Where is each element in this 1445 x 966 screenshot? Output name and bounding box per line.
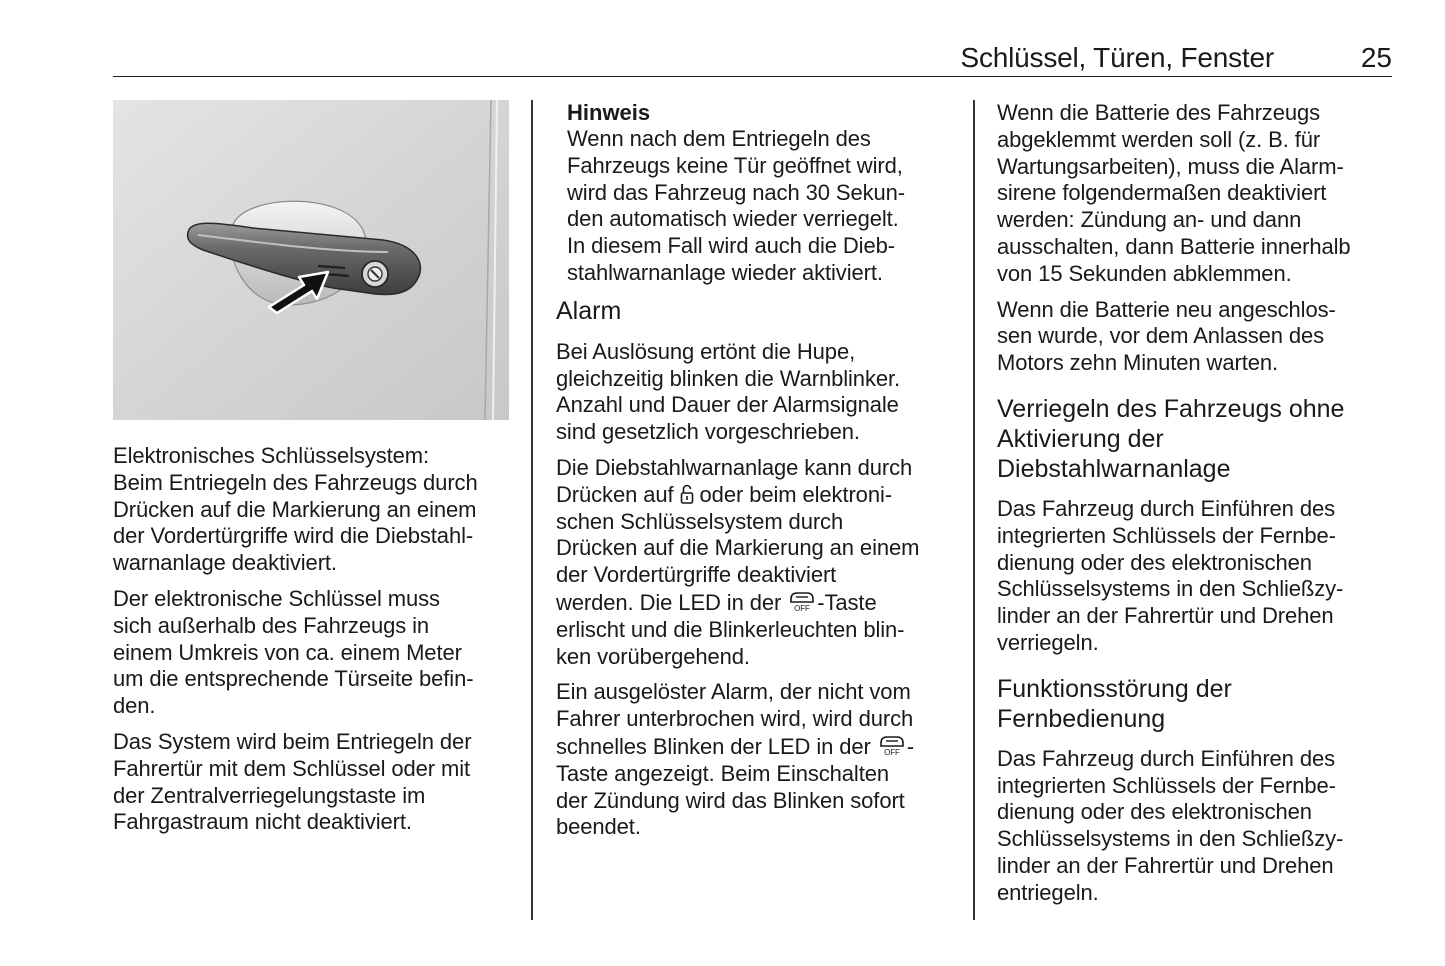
text-line: schnelles Blinken der LED in der bbox=[556, 733, 877, 759]
text-line: Fahrgastraum nicht deaktiviert. bbox=[113, 809, 412, 835]
text-line: Diebstahlwarnanlage bbox=[997, 454, 1231, 483]
text-line: Schlüsselsystems in den Schließzy- bbox=[997, 826, 1344, 852]
text-line: verriegeln. bbox=[997, 629, 1099, 655]
text-line: Das System wird beim Entriegeln der bbox=[113, 728, 472, 754]
door-handle-illustration bbox=[113, 100, 509, 420]
text-line: Drücken auf die Markierung an einem bbox=[113, 496, 477, 522]
text-line: Bei Auslösung ertönt die Hupe, bbox=[556, 338, 856, 364]
column-middle bbox=[556, 100, 954, 850]
text-line: In diesem Fall wird auch die Dieb- bbox=[567, 233, 895, 259]
text-line: Wartungsarbeiten), muss die Alarm- bbox=[997, 153, 1344, 179]
alarm-off-icon bbox=[877, 733, 907, 757]
text-line: entriegeln. bbox=[997, 879, 1099, 905]
text-line: Aktivierung der bbox=[997, 424, 1164, 453]
column-left bbox=[113, 100, 513, 845]
text-line: oder beim elektroni- bbox=[693, 481, 892, 507]
text-line: Elektronisches Schlüsselsystem: bbox=[113, 443, 430, 468]
text-line: Wenn die Batterie neu angeschlos- bbox=[997, 296, 1336, 322]
text-line: Der elektronische Schlüssel muss bbox=[113, 585, 440, 611]
column-divider bbox=[973, 100, 975, 920]
text-line: Das Fahrzeug durch Einführen des bbox=[997, 745, 1335, 771]
text-line: der Zentralverriegelungstaste im bbox=[113, 782, 426, 808]
text-line: Beim Entriegeln des Fahrzeugs durch bbox=[113, 469, 478, 495]
paragraph bbox=[113, 586, 513, 720]
text-line: sich außerhalb des Fahrzeugs in bbox=[113, 612, 430, 638]
text-line: von 15 Sekunden abklemmen. bbox=[997, 260, 1292, 286]
note-box bbox=[567, 100, 954, 287]
text-line: Drücken auf bbox=[556, 481, 680, 507]
text-line: der Zündung wird das Blinken sofort bbox=[556, 787, 905, 813]
text-line: ausschalten, dann Batterie innerhalb bbox=[997, 233, 1351, 259]
paragraph bbox=[997, 297, 1392, 377]
text-line: wird das Fahrzeug nach 30 Sekun- bbox=[567, 179, 905, 205]
text-line: dienung oder des elektronischen bbox=[997, 549, 1312, 575]
page-number: 25 bbox=[1360, 42, 1392, 73]
chapter-title: Schlüssel, Türen, Fenster bbox=[960, 42, 1274, 73]
paragraph bbox=[113, 443, 513, 577]
alarm-off-icon-label: OFF bbox=[883, 747, 900, 757]
paragraph bbox=[997, 100, 1392, 288]
text-line: Wenn nach dem Entriegeln des bbox=[567, 126, 871, 151]
paragraph bbox=[556, 339, 954, 446]
alarm-off-icon bbox=[787, 589, 817, 613]
text-line: Wenn die Batterie des Fahrzeugs bbox=[997, 100, 1321, 125]
text-line: linder an der Fahrertür und Drehen bbox=[997, 603, 1334, 629]
note-text bbox=[567, 126, 954, 287]
text-line: der Vordertürgriffe wird die Diebstahl- bbox=[113, 523, 474, 549]
text-line: Funktionsstörung der bbox=[997, 674, 1232, 703]
text-line: stahlwarnanlage wieder aktiviert. bbox=[567, 259, 883, 285]
text-line: einem Umkreis von ca. einem Meter bbox=[113, 639, 462, 665]
text-line: Fahrertür mit dem Schlüssel oder mit bbox=[113, 755, 471, 781]
text-line: ken vorübergehend. bbox=[556, 643, 750, 669]
text-line: sind gesetzlich vorgeschrieben. bbox=[556, 419, 860, 445]
text-line: schen Schlüsselsystem durch bbox=[556, 508, 844, 534]
text-line: beendet. bbox=[556, 814, 641, 840]
text-line: dienung oder des elektronischen bbox=[997, 799, 1312, 825]
note-title: Hinweis bbox=[567, 100, 651, 125]
text-line: Schlüsselsystems in den Schließzy- bbox=[997, 576, 1344, 602]
text-line: erlischt und die Blinkerleuchten blin- bbox=[556, 616, 905, 642]
text-line: sen wurde, vor dem Anlassen des bbox=[997, 323, 1325, 349]
text-line: - bbox=[906, 733, 914, 759]
text-line: Fernbedienung bbox=[997, 704, 1166, 733]
text-line: Fahrzeugs keine Tür geöffnet wird, bbox=[567, 152, 903, 178]
text-line: den automatisch wieder verriegelt. bbox=[567, 206, 899, 232]
text-line: Motors zehn Minuten warten. bbox=[997, 350, 1278, 376]
text-line: Fahrer unterbrochen wird, wird durch bbox=[556, 706, 914, 732]
text-line: -Taste bbox=[817, 589, 877, 615]
paragraph bbox=[556, 679, 954, 841]
text-line: warnanlage deaktiviert. bbox=[113, 550, 337, 576]
column-divider bbox=[531, 100, 533, 920]
text-line: Das Fahrzeug durch Einführen des bbox=[997, 495, 1335, 521]
paragraph bbox=[113, 729, 513, 836]
text-line: gleichzeitig blinken die Warnblinker. bbox=[556, 365, 901, 391]
section-heading-alarm: Alarm bbox=[556, 296, 622, 325]
text-line: sirene folgendermaßen deaktiviert bbox=[997, 180, 1327, 206]
text-line: Drücken auf die Markierung an einem bbox=[556, 535, 920, 561]
section-heading bbox=[997, 674, 1392, 734]
text-line: linder an der Fahrertür und Drehen bbox=[997, 852, 1334, 878]
text-line: integrierten Schlüssels der Fernbe- bbox=[997, 772, 1336, 798]
section-heading bbox=[997, 394, 1392, 484]
text-line: Anzahl und Dauer der Alarmsignale bbox=[556, 392, 899, 418]
text-line: Ein ausgelöster Alarm, der nicht vom bbox=[556, 679, 911, 705]
text-line: Verriegeln des Fahrzeugs ohne bbox=[997, 394, 1345, 423]
paragraph bbox=[556, 455, 954, 670]
text-line: integrierten Schlüssels der Fernbe- bbox=[997, 522, 1336, 548]
text-line: werden. Die LED in der bbox=[556, 589, 788, 615]
paragraph bbox=[997, 496, 1392, 657]
column-right bbox=[997, 100, 1392, 916]
alarm-off-icon-label: OFF bbox=[794, 603, 811, 613]
text-line: werden: Zündung an- und dann bbox=[997, 207, 1302, 233]
text-line: der Vordertürgriffe deaktiviert bbox=[556, 562, 837, 588]
text-line: Taste angezeigt. Beim Einschalten bbox=[556, 760, 890, 786]
paragraph bbox=[997, 746, 1392, 907]
text-line: Die Diebstahlwarnanlage kann durch bbox=[556, 454, 913, 480]
text-line: den. bbox=[113, 693, 156, 719]
text-line: um die entsprechende Türseite befin- bbox=[113, 666, 474, 692]
unlock-icon bbox=[680, 483, 694, 505]
text-line: abgeklemmt werden soll (z. B. für bbox=[997, 126, 1321, 152]
page-header bbox=[113, 38, 1392, 77]
